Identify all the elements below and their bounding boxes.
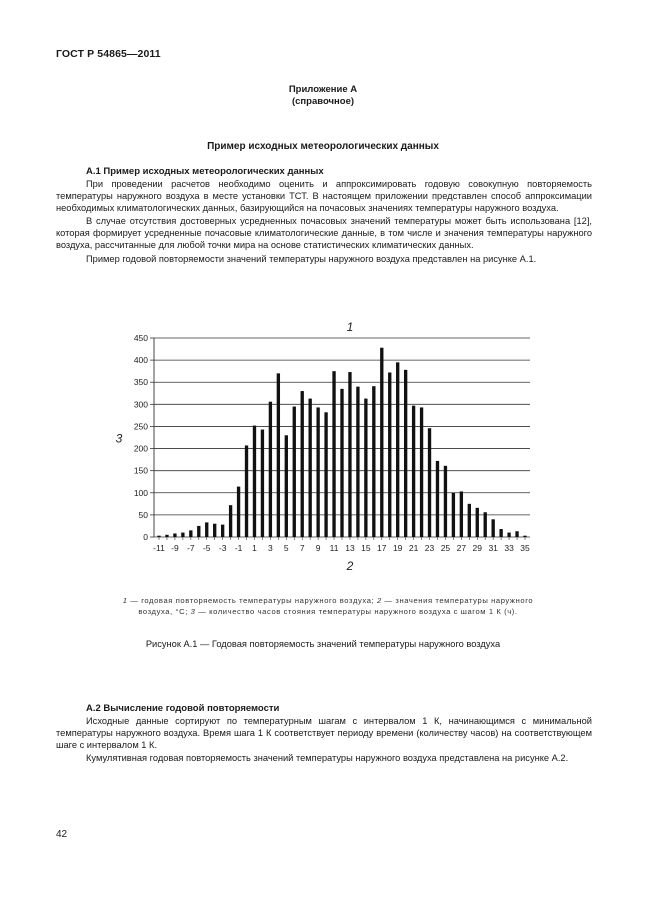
bar bbox=[189, 530, 192, 537]
y-tick-label: 350 bbox=[133, 377, 148, 388]
bar bbox=[388, 372, 391, 537]
y-tick-label: 200 bbox=[133, 443, 148, 454]
bar bbox=[277, 373, 280, 537]
bar bbox=[412, 406, 415, 537]
bar bbox=[229, 505, 232, 537]
bar bbox=[515, 531, 518, 537]
y-tick-label: 450 bbox=[133, 333, 148, 343]
bar bbox=[332, 371, 335, 537]
bar bbox=[499, 529, 502, 537]
appendix-heading bbox=[0, 84, 646, 108]
bar bbox=[523, 536, 526, 537]
x-tick-label: 35 bbox=[520, 543, 530, 553]
legend-num-2: 2 bbox=[376, 596, 382, 605]
bar bbox=[340, 389, 343, 537]
x-axis-label: 2 bbox=[346, 559, 354, 573]
bar bbox=[253, 426, 256, 537]
document-header: ГОСТ Р 54865—2011 bbox=[56, 48, 161, 60]
bar bbox=[484, 512, 487, 537]
bar bbox=[261, 430, 264, 537]
x-tick-label: 31 bbox=[488, 543, 498, 553]
x-tick-label: 19 bbox=[392, 543, 403, 553]
bar bbox=[380, 348, 383, 537]
chart-title: 1 bbox=[346, 320, 354, 334]
bar bbox=[372, 386, 375, 537]
y-tick-label: 150 bbox=[133, 465, 148, 476]
x-tick-label: 1 bbox=[252, 543, 257, 553]
bar bbox=[492, 519, 495, 537]
x-tick-label: 29 bbox=[472, 543, 482, 553]
x-tick-label: -3 bbox=[218, 543, 227, 553]
bar bbox=[348, 372, 351, 537]
bar bbox=[404, 370, 407, 537]
bar bbox=[245, 445, 248, 537]
main-title: Пример исходных метеорологических данных bbox=[207, 141, 439, 152]
x-tick-label: 9 bbox=[315, 543, 321, 553]
bar bbox=[436, 461, 439, 537]
y-tick-label: 250 bbox=[133, 421, 148, 432]
paragraph: Пример годовой повторяемости значений температуры наружного воздуха представлен на рисунке А.1. bbox=[86, 254, 537, 265]
paragraph: При проведении расчетов необходимо оценить и аппроксимировать годовую совокупную повторяемость температуры наружного воздуха в месте установки ТСТ. В настоящем приложении представлен способ аппроксимации необходимых климатологических данных, базирующийся на почасовых значениях температуры наружного воздуха. bbox=[56, 179, 592, 214]
legend-text-2: — значения температуры наружного воздуха, °С; bbox=[138, 596, 534, 616]
legend-num-1: 1 bbox=[122, 596, 128, 605]
appendix-title: Приложение А bbox=[288, 84, 358, 95]
bar bbox=[157, 536, 160, 537]
temperature-histogram-chart bbox=[100, 318, 540, 578]
appendix-subtitle: (справочное) bbox=[291, 96, 355, 107]
bar bbox=[197, 526, 200, 537]
x-tick-label: 11 bbox=[329, 543, 339, 553]
bar bbox=[213, 524, 216, 537]
bar bbox=[396, 362, 399, 537]
section-a1-heading: А.1 Пример исходных метеорологических данных bbox=[86, 166, 324, 177]
figure-caption: Рисунок А.1 — Годовая повторяемость значений температуры наружного воздуха bbox=[145, 639, 501, 649]
paragraph: В случае отсутствия достоверных усредненных почасовых значений температуры может быть использована [12], которая формирует усредненные почасовые климатологические данные, в том числе и значения температуры наружного воздуха, рассчитанные для любой точки мира на основе статистических климатических данных. bbox=[56, 215, 592, 251]
y-tick-label: 400 bbox=[133, 355, 148, 366]
bar bbox=[507, 533, 510, 537]
bar bbox=[356, 387, 359, 537]
y-tick-label: 50 bbox=[138, 509, 148, 520]
bar bbox=[468, 504, 471, 537]
y-axis-label: 3 bbox=[115, 431, 123, 446]
bar bbox=[420, 407, 423, 537]
section-a1-body bbox=[56, 178, 592, 265]
x-tick-label: -7 bbox=[187, 543, 195, 553]
x-tick-label: -1 bbox=[234, 543, 243, 553]
legend-text-3: — количество часов стояния температуры наружного воздуха с шагом 1 К (ч). bbox=[195, 607, 518, 616]
bar bbox=[444, 466, 447, 537]
x-tick-label: 21 bbox=[408, 543, 419, 553]
x-tick-label: 23 bbox=[424, 543, 435, 553]
x-tick-label: -5 bbox=[202, 543, 211, 553]
bar bbox=[237, 487, 240, 537]
bar bbox=[205, 522, 208, 537]
bar bbox=[309, 399, 312, 537]
bar bbox=[452, 493, 455, 537]
x-tick-label: 27 bbox=[456, 543, 467, 553]
x-tick-label: -11 bbox=[153, 543, 165, 553]
bar bbox=[173, 533, 176, 537]
x-tick-label: 7 bbox=[299, 543, 305, 553]
bar bbox=[301, 391, 304, 537]
bar bbox=[460, 491, 463, 537]
x-tick-label: 5 bbox=[283, 543, 289, 553]
section-a2-heading: А.2 Вычисление годовой повторяемости bbox=[86, 703, 280, 714]
page-number: 42 bbox=[56, 829, 68, 840]
bar bbox=[269, 402, 272, 537]
legend-num-3: 3 bbox=[190, 607, 196, 616]
bar bbox=[165, 535, 168, 537]
y-tick-label: 300 bbox=[133, 399, 148, 410]
bar bbox=[324, 412, 327, 537]
x-tick-label: 3 bbox=[268, 543, 273, 553]
legend-text-1: — годовая повторяемость температуры наружного воздуха; bbox=[127, 596, 377, 605]
bar bbox=[316, 407, 319, 537]
bar bbox=[428, 428, 431, 537]
paragraph: Исходные данные сортируют по температурным шагам с интервалом 1 К, начинающимся с минимальной температуры наружного воздуха. Время шага 1 К соответствует периоду времени (количеству часов) на соответствующем шаге с интервалом 1 К. bbox=[56, 716, 592, 751]
x-tick-label: 25 bbox=[440, 543, 451, 553]
x-tick-label: 13 bbox=[345, 543, 355, 553]
x-tick-label: -9 bbox=[171, 543, 179, 553]
y-tick-label: 100 bbox=[133, 487, 148, 498]
y-tick-label: 0 bbox=[143, 532, 148, 542]
bar bbox=[293, 407, 296, 537]
paragraph: Кумулятивная годовая повторяемость значений температуры наружного воздуха представлена на рисунке А.2. bbox=[86, 752, 569, 763]
figure-legend bbox=[120, 595, 536, 617]
x-tick-label: 33 bbox=[504, 543, 514, 553]
x-tick-label: 17 bbox=[377, 543, 387, 553]
bar bbox=[364, 399, 367, 537]
bar bbox=[181, 533, 184, 537]
x-tick-label: 15 bbox=[361, 543, 371, 553]
bar bbox=[285, 435, 288, 537]
section-a2-body bbox=[56, 715, 592, 764]
bar bbox=[476, 508, 479, 537]
bar bbox=[221, 525, 224, 537]
